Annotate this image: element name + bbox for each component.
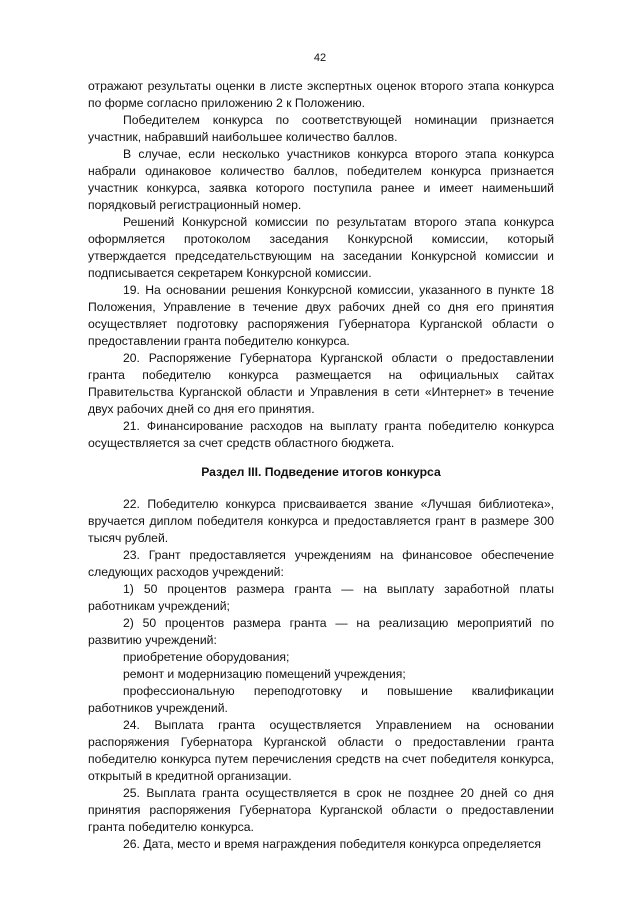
paragraph-item-21: 21. Финансирование расходов на выплату гранта победителю конкурса осуществляется за счет средств областного бюджета.	[88, 419, 554, 450]
list-item: 2) 50 процентов размера гранта — на реализацию мероприятий по развитию учреждений:	[88, 616, 554, 647]
paragraph: В случае, если несколько участников конкурса второго этапа конкурса набрали одинаковое количество баллов, победителем конкурса признается участник конкурса, заявка которого поступила ранее и имеет наименьший порядковый регистрационный номер.	[88, 147, 554, 212]
paragraph-item-19: 19. На основании решения Конкурсной комиссии, указанного в пункте 18 Положения, Управление в течение двух рабочих дней со дня его принятия осуществляет подготовку распоряжения Губернатора Курганской области о предоставлении гранта победителю конкурса.	[88, 283, 554, 348]
paragraph-item-26: 26. Дата, место и время награждения победителя конкурса определяется	[123, 837, 541, 851]
paragraph: отражают результаты оценки в листе экспертных оценок второго этапа конкурса по форме согласно приложению 2 к Положению.	[88, 79, 554, 110]
paragraph: Победителем конкурса по соответствующей номинации признается участник, набравший наибольшее количество баллов.	[88, 113, 554, 144]
document-body	[88, 78, 554, 853]
paragraph-item-20: 20. Распоряжение Губернатора Курганской области о предоставлении гранта победителю конкурса размещается на официальных сайтах Правительства Курганской области и Управления в сети «Интернет» в течение двух рабочих дней со дня его принятия.	[88, 351, 554, 416]
page-number: 42	[313, 52, 327, 64]
list-item: профессиональную переподготовку и повышение квалификации работников учреждений.	[88, 684, 554, 715]
paragraph: Решений Конкурсной комиссии по результатам второго этапа конкурса оформляется протоколом заседания Конкурсной комиссии, который утверждается председательствующим на заседании Конкурсной комиссии и подписывается секретарем Конкурсной комиссии.	[88, 215, 554, 280]
list-item: 1) 50 процентов размера гранта — на выплату заработной платы работникам учреждений;	[88, 582, 554, 613]
paragraph-item-22: 22. Победителю конкурса присваивается звание «Лучшая библиотека», вручается диплом победителя конкурса и предоставляется грант в размере 300 тысяч рублей.	[88, 497, 554, 545]
paragraph-item-23: 23. Грант предоставляется учреждениям на финансовое обеспечение следующих расходов учреждений:	[88, 548, 554, 579]
section-heading: Раздел III. Подведение итогов конкурса	[201, 465, 441, 479]
paragraph-item-24: 24. Выплата гранта осуществляется Управлением на основании распоряжения Губернатора Курганской области о предоставлении гранта победителю конкурса путем перечисления средств на счет победителя конкурса, открытый в кредитной организации.	[88, 718, 554, 783]
list-item: приобретение оборудования;	[123, 650, 290, 664]
list-item: ремонт и модернизацию помещений учреждения;	[123, 667, 406, 681]
paragraph-item-25: 25. Выплата гранта осуществляется в срок не позднее 20 дней со дня принятия распоряжения Губернатора Курганской области о предоставлении гранта победителю конкурса.	[88, 786, 554, 834]
